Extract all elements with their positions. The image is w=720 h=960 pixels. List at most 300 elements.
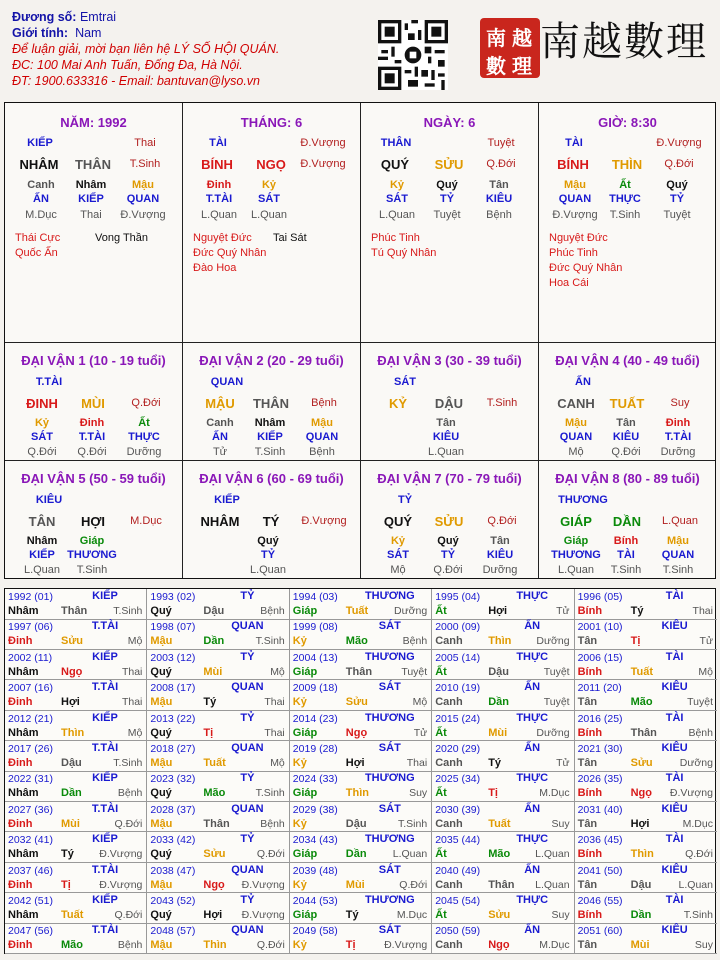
year-branch: Tuất <box>203 757 226 769</box>
year-branch: Tý <box>203 696 217 709</box>
year-label: 2034 (43) <box>292 834 338 847</box>
year-stem: Quý <box>150 848 172 861</box>
year-label: 2020 (29) <box>435 743 481 755</box>
year-state: Mộ <box>412 696 428 709</box>
dai-van-hidden-stem: Tân <box>436 417 456 429</box>
year-stem: Canh <box>435 757 463 769</box>
year-stem: Giáp <box>292 909 318 921</box>
year-cell <box>5 650 147 681</box>
year-cell <box>575 650 717 681</box>
year-ten-god: SÁT <box>378 802 401 815</box>
year-label: 1996 (05) <box>577 591 623 603</box>
year-branch: Thân <box>345 665 373 678</box>
year-ten-god: T.TÀI <box>91 802 119 815</box>
year-label: 2014 (23) <box>292 712 338 725</box>
year-branch: Sửu <box>488 909 511 921</box>
dai-van-hidden-state: Tử <box>212 446 228 458</box>
year-label: 2006 (15) <box>577 651 623 664</box>
year-stem: Bính <box>577 605 603 617</box>
hidden-state: Thai <box>80 209 102 221</box>
dai-van-hidden-state: T.Sinh <box>254 446 286 458</box>
pillar-ten-god: KIẾP <box>27 137 53 149</box>
year-ten-god: KIẾP <box>92 833 118 846</box>
year-cell <box>5 771 147 802</box>
year-label: 2009 (18) <box>292 682 338 695</box>
year-cell <box>575 741 717 772</box>
dai-van-hidden-state: Dưỡng <box>126 446 162 458</box>
dai-van-title: ĐẠI VẬN 3 (30 - 39 tuổi) <box>377 353 522 368</box>
pillar-cell <box>539 103 716 342</box>
dai-van-title: ĐẠI VẬN 1 (10 - 19 tuổi) <box>21 353 166 368</box>
year-stem: Giáp <box>292 726 318 739</box>
year-ten-god: KIÊU <box>661 802 688 815</box>
star-note: Đức Quý Nhân <box>549 262 623 274</box>
year-state: Thai <box>121 696 143 709</box>
star-note: Đào Hoa <box>193 262 237 274</box>
year-label: 1994 (03) <box>292 591 338 603</box>
year-branch: Mão <box>203 787 226 800</box>
year-ten-god: ẤN <box>524 681 541 694</box>
dai-van-hidden-ten-god: KIÊU <box>486 549 514 561</box>
year-branch: Dậu <box>488 665 509 678</box>
year-state: L.Quan <box>678 878 713 891</box>
year-label: 2008 (17) <box>150 682 196 695</box>
year-label: 1997 (06) <box>8 621 53 634</box>
year-state: T.Sinh <box>255 787 285 800</box>
year-branch: Mùi <box>630 939 650 952</box>
year-state: Mộ <box>698 665 713 678</box>
year-branch: Ngọ <box>488 939 510 952</box>
year-branch: Dậu <box>61 757 82 769</box>
hidden-state: M.Dục <box>25 209 57 221</box>
pillar-title: GIỜ: 8:30 <box>598 115 657 130</box>
year-stem: Mậu <box>150 878 173 891</box>
yearly-table <box>4 588 716 954</box>
header-info <box>12 9 372 89</box>
year-ten-god: ẤN <box>524 620 541 633</box>
hidden-ten-god: ẤN <box>33 193 49 205</box>
year-ten-god: SÁT <box>378 742 401 754</box>
dai-van-state: M.Dục <box>130 515 162 527</box>
year-stem: Tân <box>577 696 598 709</box>
pillar-title: THÁNG: 6 <box>240 115 303 130</box>
year-cell <box>290 680 432 711</box>
year-label: 2011 (20) <box>577 682 622 695</box>
year-state: Bệnh <box>117 787 143 800</box>
year-cell <box>432 863 574 894</box>
hidden-stem: Ất <box>619 179 631 191</box>
dai-van-hidden-stem: Canh <box>206 417 234 429</box>
year-cell <box>290 923 432 954</box>
dai-van-hidden-stem: Nhâm <box>26 535 58 547</box>
dai-van-hidden-stem: Giáp <box>563 535 589 547</box>
dai-van-hidden-stem: Đinh <box>665 417 691 429</box>
year-ten-god: KIẾP <box>92 772 118 785</box>
year-stem: Đinh <box>8 878 33 891</box>
year-ten-god: THỰC <box>516 772 549 785</box>
year-ten-god: T.TÀI <box>91 742 119 754</box>
year-label: 2001 (10) <box>577 621 623 634</box>
year-stem: Ất <box>435 665 447 678</box>
dai-van-ten-god: SÁT <box>394 376 416 388</box>
year-label: 2015 (24) <box>435 712 481 725</box>
year-label: 2022 (31) <box>8 773 53 786</box>
hidden-stem: Kỷ <box>261 179 277 191</box>
dai-van-hidden-ten-god: QUAN <box>305 431 339 443</box>
dai-van-hidden-stem: Nhâm <box>254 417 286 429</box>
year-cell <box>432 893 574 924</box>
dai-van-ten-god: QUAN <box>210 376 244 388</box>
dai-van-title: ĐẠI VẬN 8 (80 - 89 tuổi) <box>555 471 700 486</box>
year-branch: Thìn <box>203 939 227 952</box>
year-label: 2035 (44) <box>435 834 481 847</box>
year-branch: Tý <box>345 909 359 921</box>
dai-van-hidden-ten-god: KIẾP <box>257 431 283 443</box>
dai-van-hidden-ten-god: SÁT <box>387 549 409 561</box>
dai-van-stem: ĐINH <box>26 396 58 411</box>
dai-van-branch: SỬU <box>434 514 464 529</box>
year-cell <box>147 650 289 681</box>
year-ten-god: THƯƠNG <box>364 650 415 663</box>
year-stem: Bính <box>577 665 603 678</box>
year-label: 2027 (36) <box>8 803 53 816</box>
year-state: Dưỡng <box>536 635 570 648</box>
year-ten-god: SÁT <box>378 863 401 876</box>
year-stem: Kỷ <box>292 635 307 648</box>
dai-van-hidden-ten-god: QUAN <box>559 431 593 443</box>
year-label: 2033 (42) <box>150 834 196 847</box>
year-state: Tử <box>699 635 713 648</box>
year-branch: Mùi <box>488 726 508 739</box>
year-cell <box>5 863 147 894</box>
dai-van-hidden-ten-god: THỰC <box>128 431 160 443</box>
year-stem: Quý <box>150 787 172 800</box>
year-branch: Thìn <box>345 787 370 800</box>
year-ten-god: TÀI <box>665 590 684 602</box>
dai-van-branch: TÝ <box>262 514 280 529</box>
year-state: Q.Đới <box>685 848 713 861</box>
dai-van-branch: THÂN <box>252 396 290 411</box>
year-ten-god: KIẾP <box>92 711 118 724</box>
pillar-ten-god: TÀI <box>209 137 227 149</box>
year-cell <box>432 802 574 833</box>
year-cell <box>432 619 574 650</box>
dai-van-stem: MẬU <box>205 396 235 411</box>
hidden-stem: Mậu <box>564 179 586 191</box>
star-note: Đức Quý Nhân <box>193 247 267 259</box>
year-ten-god: THỰC <box>516 833 549 846</box>
year-stem: Tân <box>577 635 598 648</box>
dai-van-hidden-stem: Giáp <box>79 535 105 547</box>
pillar-branch: THÂN <box>74 157 112 172</box>
dai-van-state: Suy <box>670 397 690 409</box>
hidden-state: L.Quan <box>378 209 416 221</box>
year-branch: Ngọ <box>630 787 652 800</box>
year-label: 2048 (57) <box>150 925 196 938</box>
hidden-stem: Mậu <box>132 179 154 191</box>
dai-van-hidden-ten-god: KIÊU <box>432 431 460 443</box>
year-branch: Dậu <box>203 605 225 617</box>
year-label: 2050 (59) <box>435 925 481 938</box>
year-state: Bệnh <box>260 817 285 830</box>
year-state: T.Sinh <box>113 605 143 617</box>
year-ten-god: KIÊU <box>661 863 688 876</box>
star-note: Nguyệt Đức <box>549 232 608 244</box>
hidden-state: Bệnh <box>486 209 512 221</box>
hidden-state: T.Sinh <box>609 209 641 221</box>
dai-van-hidden-state: T.Sinh <box>610 564 642 576</box>
year-branch: Hợi <box>488 605 508 617</box>
star-note: Hoa Cái <box>549 277 589 289</box>
dai-van-cell <box>5 461 182 578</box>
year-cell <box>432 650 574 681</box>
year-state: Suy <box>551 817 570 830</box>
year-stem: Canh <box>435 939 463 952</box>
pillar-state: Q.Đới <box>664 158 694 170</box>
pillar-stem: QUÝ <box>380 157 410 172</box>
year-branch: Tý <box>488 757 502 769</box>
year-branch: Tuất <box>345 605 369 617</box>
year-label: 2036 (45) <box>577 834 623 847</box>
pillar-state: Đ.Vượng <box>300 158 346 170</box>
year-cell <box>147 711 289 742</box>
year-branch: Dần <box>630 909 652 921</box>
year-ten-god: SÁT <box>378 681 401 694</box>
year-label: 2051 (60) <box>577 925 623 938</box>
year-ten-god: SÁT <box>378 924 401 937</box>
year-label: 2037 (46) <box>8 864 53 877</box>
year-branch: Tị <box>345 939 356 952</box>
year-label: 2044 (53) <box>292 895 338 907</box>
dai-van-ten-god: ẤN <box>575 376 591 388</box>
year-state: Suy <box>409 787 428 800</box>
hidden-stem: Kỷ <box>389 179 405 191</box>
year-stem: Nhâm <box>8 665 39 678</box>
year-cell <box>147 680 289 711</box>
year-stem: Ất <box>435 848 447 861</box>
pillar-branch: THÌN <box>611 157 643 172</box>
year-stem: Giáp <box>292 787 318 800</box>
year-label: 2046 (55) <box>577 895 623 907</box>
pillar-state: T.Sinh <box>129 158 161 170</box>
dai-van-hidden-ten-god: TÀI <box>617 549 635 561</box>
dai-van-ten-god: TỶ <box>397 494 413 506</box>
year-cell <box>290 589 432 620</box>
dai-van-title: ĐẠI VẬN 2 (20 - 29 tuổi) <box>199 353 344 368</box>
year-branch: Tị <box>630 635 641 648</box>
year-cell <box>5 832 147 863</box>
year-ten-god: THỰC <box>516 894 549 906</box>
year-stem: Nhâm <box>8 787 39 800</box>
dai-van-title: ĐẠI VẬN 4 (40 - 49 tuổi) <box>555 353 700 368</box>
hidden-state: L.Quan <box>250 209 288 221</box>
year-cell <box>432 771 574 802</box>
year-label: 2003 (12) <box>150 651 196 664</box>
dai-van-hidden-ten-god: KIẾP <box>29 549 55 561</box>
pillar-branch: SỬU <box>434 157 464 172</box>
year-label: 2038 (47) <box>150 864 196 877</box>
year-branch: Thìn <box>61 726 85 739</box>
year-branch: Dần <box>61 787 82 800</box>
year-label: 2012 (21) <box>8 712 53 725</box>
year-ten-god: THƯƠNG <box>364 772 415 785</box>
year-ten-god: THƯƠNG <box>364 711 415 724</box>
year-stem: Kỷ <box>292 696 307 709</box>
hidden-stem: Quý <box>666 179 688 191</box>
year-stem: Mậu <box>150 635 173 648</box>
dai-van-branch: MÙI <box>81 396 105 411</box>
year-cell <box>147 802 289 833</box>
year-label: 2040 (49) <box>435 864 481 877</box>
year-ten-god: TÀI <box>665 650 684 663</box>
pillar-state-top: Đ.Vượng <box>300 137 346 149</box>
year-cell <box>432 711 574 742</box>
year-state: Bệnh <box>402 635 428 648</box>
dai-van-cell <box>361 461 538 578</box>
year-label: 2024 (33) <box>292 773 338 786</box>
year-state: Mộ <box>270 757 285 769</box>
year-cell <box>147 619 289 650</box>
hidden-state: Đ.Vượng <box>552 209 598 221</box>
year-ten-god: THƯƠNG <box>364 833 415 846</box>
dai-van-hidden-state: T.Sinh <box>662 564 694 576</box>
year-cell <box>5 619 147 650</box>
year-label: 1995 (04) <box>435 591 481 603</box>
year-cell <box>432 923 574 954</box>
dai-van-hidden-stem: Tân <box>616 417 636 429</box>
year-label: 2002 (11) <box>8 651 53 664</box>
year-branch: Ngọ <box>345 726 368 739</box>
dai-van-hidden-state: T.Sinh <box>76 564 108 576</box>
year-cell <box>575 771 717 802</box>
dai-van-cell <box>539 461 716 578</box>
year-cell <box>432 680 574 711</box>
year-stem: Giáp <box>292 605 318 617</box>
year-state: M.Dục <box>539 939 570 952</box>
dai-van-title: ĐẠI VẬN 6 (60 - 69 tuổi) <box>199 471 344 486</box>
year-branch: Ngọ <box>61 665 83 678</box>
dai-van-branch: HỢI <box>80 514 106 529</box>
hidden-ten-god: SÁT <box>258 193 280 205</box>
year-label: 2019 (28) <box>292 743 338 755</box>
dai-van-hidden-state: Q.Đới <box>433 564 463 576</box>
gender-label: Giới tính: <box>12 26 69 40</box>
dai-van-hidden-state: Mộ <box>568 446 584 458</box>
year-cell <box>290 893 432 924</box>
year-cell <box>575 923 717 954</box>
year-label: 2010 (19) <box>435 682 481 695</box>
year-ten-god: KIÊU <box>661 924 688 937</box>
year-cell <box>5 741 147 772</box>
year-cell <box>432 589 574 620</box>
dai-van-title: ĐẠI VẬN 5 (50 - 59 tuổi) <box>21 471 166 486</box>
hidden-state: Đ.Vượng <box>120 209 166 221</box>
year-state: Đ.Vượng <box>99 848 143 861</box>
year-label: 1998 (07) <box>150 621 196 634</box>
year-label: 2023 (32) <box>150 773 196 786</box>
owner-label: Đương số: <box>12 10 77 24</box>
hidden-stem: Canh <box>27 179 55 191</box>
year-ten-god: T.TÀI <box>91 863 119 876</box>
year-label: 2049 (58) <box>292 925 338 938</box>
year-stem: Đinh <box>8 635 33 648</box>
year-state: M.Dục <box>682 817 713 830</box>
dai-van-hidden-state: L.Quan <box>557 564 595 576</box>
year-label: 2013 (22) <box>150 712 196 725</box>
year-branch: Thân <box>203 817 230 830</box>
dai-van-branch: DẬU <box>434 396 464 411</box>
hidden-ten-god: SÁT <box>386 193 408 205</box>
year-ten-god: QUAN <box>231 802 264 815</box>
dai-van-ten-god: T.TÀI <box>35 376 63 388</box>
star-note: Tai Sát <box>273 232 307 244</box>
year-stem: Ất <box>435 787 447 800</box>
year-branch: Sửu <box>345 696 368 709</box>
star-note: Phúc Tinh <box>549 247 598 259</box>
year-state: L.Quan <box>535 878 570 891</box>
year-label: 2017 (26) <box>8 743 53 755</box>
year-branch: Thìn <box>488 635 512 648</box>
year-ten-god: QUAN <box>231 924 264 937</box>
year-stem: Quý <box>150 726 172 739</box>
year-cell <box>5 923 147 954</box>
year-branch: Dậu <box>345 817 367 830</box>
dai-van-hidden-ten-god: SÁT <box>31 431 53 443</box>
hidden-ten-god: KIÊU <box>485 193 513 205</box>
year-branch: Mùi <box>203 665 223 678</box>
year-cell <box>290 650 432 681</box>
year-ten-god: T.TÀI <box>91 681 119 694</box>
dai-van-hidden-ten-god: QUAN <box>661 549 695 561</box>
dai-van-state: Bệnh <box>311 397 337 409</box>
dai-van-ten-god: THƯƠNG <box>558 494 608 506</box>
dai-van-hidden-stem: Ất <box>138 417 150 429</box>
year-label: 2000 (09) <box>435 621 481 634</box>
dai-van-hidden-state: Q.Đới <box>77 446 107 458</box>
year-branch: Mão <box>488 848 511 861</box>
year-state: M.Dục <box>396 909 428 921</box>
year-state: T.Sinh <box>255 635 285 648</box>
year-state: Tuyệt <box>401 665 428 678</box>
brand-calligraphy: 南越數理 <box>540 19 708 65</box>
year-stem: Bính <box>577 848 603 861</box>
year-ten-god: ẤN <box>524 742 541 754</box>
dai-van-cell <box>539 343 716 460</box>
year-ten-god: TÀI <box>665 894 684 906</box>
year-ten-god: ẤN <box>524 802 541 815</box>
contact-line-2: ĐC: 100 Mai Anh Tuấn, Đống Đa, Hà Nội. <box>12 58 243 72</box>
dai-van-hidden-stem: Bính <box>613 535 639 547</box>
year-ten-god: TỶ <box>240 833 255 846</box>
dai-van-hidden-stem: Tân <box>490 535 510 547</box>
year-stem: Bính <box>577 787 603 800</box>
year-label: 2026 (35) <box>577 773 623 786</box>
hidden-state: L.Quan <box>200 209 238 221</box>
hidden-ten-god: TỶ <box>669 193 685 205</box>
year-branch: Hợi <box>203 909 223 921</box>
year-label: 2039 (48) <box>292 864 338 877</box>
owner-value: Emtrai <box>79 10 117 24</box>
year-state: Đ.Vượng <box>384 939 428 952</box>
year-branch: Sửu <box>203 848 226 861</box>
dai-van-stem: NHÂM <box>200 514 240 529</box>
year-stem: Bính <box>577 726 603 739</box>
year-cell <box>575 893 717 924</box>
year-branch: Mão <box>345 635 368 648</box>
year-cell <box>147 863 289 894</box>
year-label: 2021 (30) <box>577 743 623 755</box>
year-stem: Giáp <box>292 848 318 861</box>
